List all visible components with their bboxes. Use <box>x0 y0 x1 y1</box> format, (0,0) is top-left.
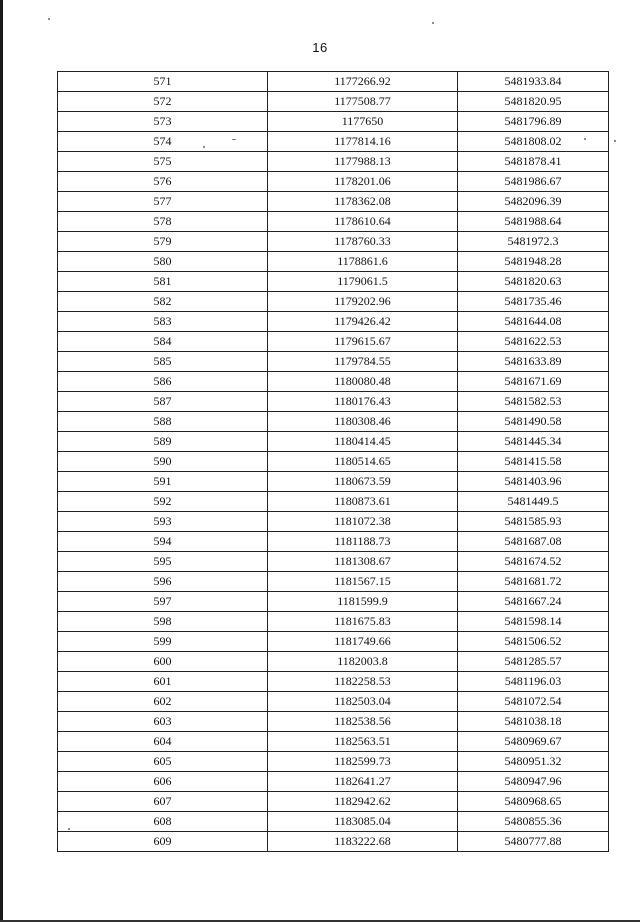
point-number-cell: 605 <box>58 752 268 772</box>
scan-speck <box>48 18 50 20</box>
table-row <box>58 432 609 452</box>
point-number-cell: 592 <box>58 492 268 512</box>
point-number-cell: 591 <box>58 472 268 492</box>
x-coordinate-cell: 1183085.04 <box>268 812 458 832</box>
table-row <box>58 292 609 312</box>
table-row <box>58 712 609 732</box>
x-coordinate-cell: 1177814.16 <box>268 132 458 152</box>
point-number-cell: 572 <box>58 92 268 112</box>
x-coordinate-cell: 1180176.43 <box>268 392 458 412</box>
x-coordinate-cell: 1179426.42 <box>268 312 458 332</box>
table-row <box>58 272 609 292</box>
y-coordinate-cell: 5481972.3 <box>458 232 609 252</box>
y-coordinate-cell: 5481403.96 <box>458 472 609 492</box>
y-coordinate-cell: 5481820.95 <box>458 92 609 112</box>
table-row <box>58 92 609 112</box>
table-row <box>58 312 609 332</box>
x-coordinate-cell: 1182003.8 <box>268 652 458 672</box>
y-coordinate-cell: 5481820.63 <box>458 272 609 292</box>
coordinates-table <box>57 71 609 852</box>
x-coordinate-cell: 1182942.62 <box>268 792 458 812</box>
table-row <box>58 572 609 592</box>
point-number-cell: 577 <box>58 192 268 212</box>
y-coordinate-cell: 5481674.52 <box>458 552 609 572</box>
point-number-cell: 596 <box>58 572 268 592</box>
point-number-cell: 594 <box>58 532 268 552</box>
y-coordinate-cell: 5481490.58 <box>458 412 609 432</box>
y-coordinate-cell: 5481878.41 <box>458 152 609 172</box>
table-row <box>58 112 609 132</box>
y-coordinate-cell: 5481948.28 <box>458 252 609 272</box>
scan-speck <box>68 828 70 830</box>
x-coordinate-cell: 1178610.64 <box>268 212 458 232</box>
y-coordinate-cell: 5481687.08 <box>458 532 609 552</box>
x-coordinate-cell: 1181599.9 <box>268 592 458 612</box>
y-coordinate-cell: 5481445.34 <box>458 432 609 452</box>
x-coordinate-cell: 1177650 <box>268 112 458 132</box>
table-row <box>58 792 609 812</box>
table-row <box>58 652 609 672</box>
y-coordinate-cell: 5480947.96 <box>458 772 609 792</box>
y-coordinate-cell: 5480969.67 <box>458 732 609 752</box>
table-row <box>58 412 609 432</box>
scan-speck <box>232 139 236 140</box>
point-number-cell: 588 <box>58 412 268 432</box>
point-number-cell: 573 <box>58 112 268 132</box>
y-coordinate-cell: 5481285.57 <box>458 652 609 672</box>
point-number-cell: 608 <box>58 812 268 832</box>
y-coordinate-cell: 5482096.39 <box>458 192 609 212</box>
point-number-cell: 601 <box>58 672 268 692</box>
x-coordinate-cell: 1178861.6 <box>268 252 458 272</box>
table-row <box>58 752 609 772</box>
x-coordinate-cell: 1180514.65 <box>268 452 458 472</box>
point-number-cell: 584 <box>58 332 268 352</box>
table-row <box>58 512 609 532</box>
point-number-cell: 582 <box>58 292 268 312</box>
y-coordinate-cell: 5481988.64 <box>458 212 609 232</box>
scan-speck <box>614 140 616 142</box>
point-number-cell: 593 <box>58 512 268 532</box>
x-coordinate-cell: 1181749.66 <box>268 632 458 652</box>
x-coordinate-cell: 1177266.92 <box>268 72 458 92</box>
table-row <box>58 252 609 272</box>
table-row <box>58 172 609 192</box>
table-row <box>58 392 609 412</box>
x-coordinate-cell: 1181308.67 <box>268 552 458 572</box>
table-row <box>58 492 609 512</box>
scan-speck <box>584 138 586 140</box>
table-row <box>58 692 609 712</box>
point-number-cell: 590 <box>58 452 268 472</box>
x-coordinate-cell: 1180414.45 <box>268 432 458 452</box>
y-coordinate-cell: 5481585.93 <box>458 512 609 532</box>
x-coordinate-cell: 1180673.59 <box>268 472 458 492</box>
point-number-cell: 607 <box>58 792 268 812</box>
point-number-cell: 602 <box>58 692 268 712</box>
scan-speck <box>203 146 205 148</box>
y-coordinate-cell: 5481644.08 <box>458 312 609 332</box>
y-coordinate-cell: 5481622.53 <box>458 332 609 352</box>
table-row <box>58 632 609 652</box>
table-row <box>58 332 609 352</box>
point-number-cell: 575 <box>58 152 268 172</box>
point-number-cell: 576 <box>58 172 268 192</box>
y-coordinate-cell: 5480855.36 <box>458 812 609 832</box>
y-coordinate-cell: 5481038.18 <box>458 712 609 732</box>
x-coordinate-cell: 1182503.04 <box>268 692 458 712</box>
y-coordinate-cell: 5480951.32 <box>458 752 609 772</box>
y-coordinate-cell: 5481072.54 <box>458 692 609 712</box>
table-row <box>58 592 609 612</box>
y-coordinate-cell: 5481933.84 <box>458 72 609 92</box>
x-coordinate-cell: 1181567.15 <box>268 572 458 592</box>
y-coordinate-cell: 5481986.67 <box>458 172 609 192</box>
table-row <box>58 352 609 372</box>
y-coordinate-cell: 5480777.88 <box>458 832 609 852</box>
x-coordinate-cell: 1179615.67 <box>268 332 458 352</box>
x-coordinate-cell: 1179061.5 <box>268 272 458 292</box>
point-number-cell: 585 <box>58 352 268 372</box>
y-coordinate-cell: 5481808.02 <box>458 132 609 152</box>
x-coordinate-cell: 1178362.08 <box>268 192 458 212</box>
table-row <box>58 732 609 752</box>
point-number-cell: 603 <box>58 712 268 732</box>
x-coordinate-cell: 1178201.06 <box>268 172 458 192</box>
table-row <box>58 472 609 492</box>
point-number-cell: 586 <box>58 372 268 392</box>
table-row <box>58 72 609 92</box>
x-coordinate-cell: 1182563.51 <box>268 732 458 752</box>
table-row <box>58 132 609 152</box>
y-coordinate-cell: 5481633.89 <box>458 352 609 372</box>
x-coordinate-cell: 1182599.73 <box>268 752 458 772</box>
y-coordinate-cell: 5481796.89 <box>458 112 609 132</box>
scan-left-edge <box>0 0 3 922</box>
y-coordinate-cell: 5481415.58 <box>458 452 609 472</box>
x-coordinate-cell: 1180308.46 <box>268 412 458 432</box>
table-row <box>58 452 609 472</box>
table-row <box>58 372 609 392</box>
table-row <box>58 552 609 572</box>
x-coordinate-cell: 1180873.61 <box>268 492 458 512</box>
point-number-cell: 578 <box>58 212 268 232</box>
x-coordinate-cell: 1177508.77 <box>268 92 458 112</box>
table-row <box>58 812 609 832</box>
y-coordinate-cell: 5481506.52 <box>458 632 609 652</box>
point-number-cell: 606 <box>58 772 268 792</box>
x-coordinate-cell: 1181072.38 <box>268 512 458 532</box>
page-number: 16 <box>312 40 328 55</box>
y-coordinate-cell: 5481735.46 <box>458 292 609 312</box>
point-number-cell: 583 <box>58 312 268 332</box>
table-row <box>58 832 609 852</box>
point-number-cell: 595 <box>58 552 268 572</box>
y-coordinate-cell: 5481196.03 <box>458 672 609 692</box>
x-coordinate-cell: 1182258.53 <box>268 672 458 692</box>
y-coordinate-cell: 5481598.14 <box>458 612 609 632</box>
x-coordinate-cell: 1180080.48 <box>268 372 458 392</box>
x-coordinate-cell: 1178760.33 <box>268 232 458 252</box>
scan-speck <box>432 22 434 24</box>
coordinates-table-body <box>58 72 609 852</box>
table-row <box>58 232 609 252</box>
table-row <box>58 192 609 212</box>
point-number-cell: 571 <box>58 72 268 92</box>
y-coordinate-cell: 5481671.69 <box>458 372 609 392</box>
table-row <box>58 532 609 552</box>
x-coordinate-cell: 1182641.27 <box>268 772 458 792</box>
point-number-cell: 609 <box>58 832 268 852</box>
y-coordinate-cell: 5480968.65 <box>458 792 609 812</box>
point-number-cell: 597 <box>58 592 268 612</box>
x-coordinate-cell: 1182538.56 <box>268 712 458 732</box>
x-coordinate-cell: 1179784.55 <box>268 352 458 372</box>
table-row <box>58 212 609 232</box>
x-coordinate-cell: 1179202.96 <box>268 292 458 312</box>
table-row <box>58 612 609 632</box>
point-number-cell: 598 <box>58 612 268 632</box>
x-coordinate-cell: 1183222.68 <box>268 832 458 852</box>
point-number-cell: 589 <box>58 432 268 452</box>
y-coordinate-cell: 5481449.5 <box>458 492 609 512</box>
x-coordinate-cell: 1181188.73 <box>268 532 458 552</box>
table-row <box>58 772 609 792</box>
y-coordinate-cell: 5481667.24 <box>458 592 609 612</box>
table-row <box>58 152 609 172</box>
point-number-cell: 600 <box>58 652 268 672</box>
x-coordinate-cell: 1177988.13 <box>268 152 458 172</box>
table-row <box>58 672 609 692</box>
x-coordinate-cell: 1181675.83 <box>268 612 458 632</box>
point-number-cell: 580 <box>58 252 268 272</box>
point-number-cell: 579 <box>58 232 268 252</box>
point-number-cell: 587 <box>58 392 268 412</box>
point-number-cell: 581 <box>58 272 268 292</box>
y-coordinate-cell: 5481681.72 <box>458 572 609 592</box>
point-number-cell: 604 <box>58 732 268 752</box>
y-coordinate-cell: 5481582.53 <box>458 392 609 412</box>
point-number-cell: 599 <box>58 632 268 652</box>
point-number-cell: 574 <box>58 132 268 152</box>
